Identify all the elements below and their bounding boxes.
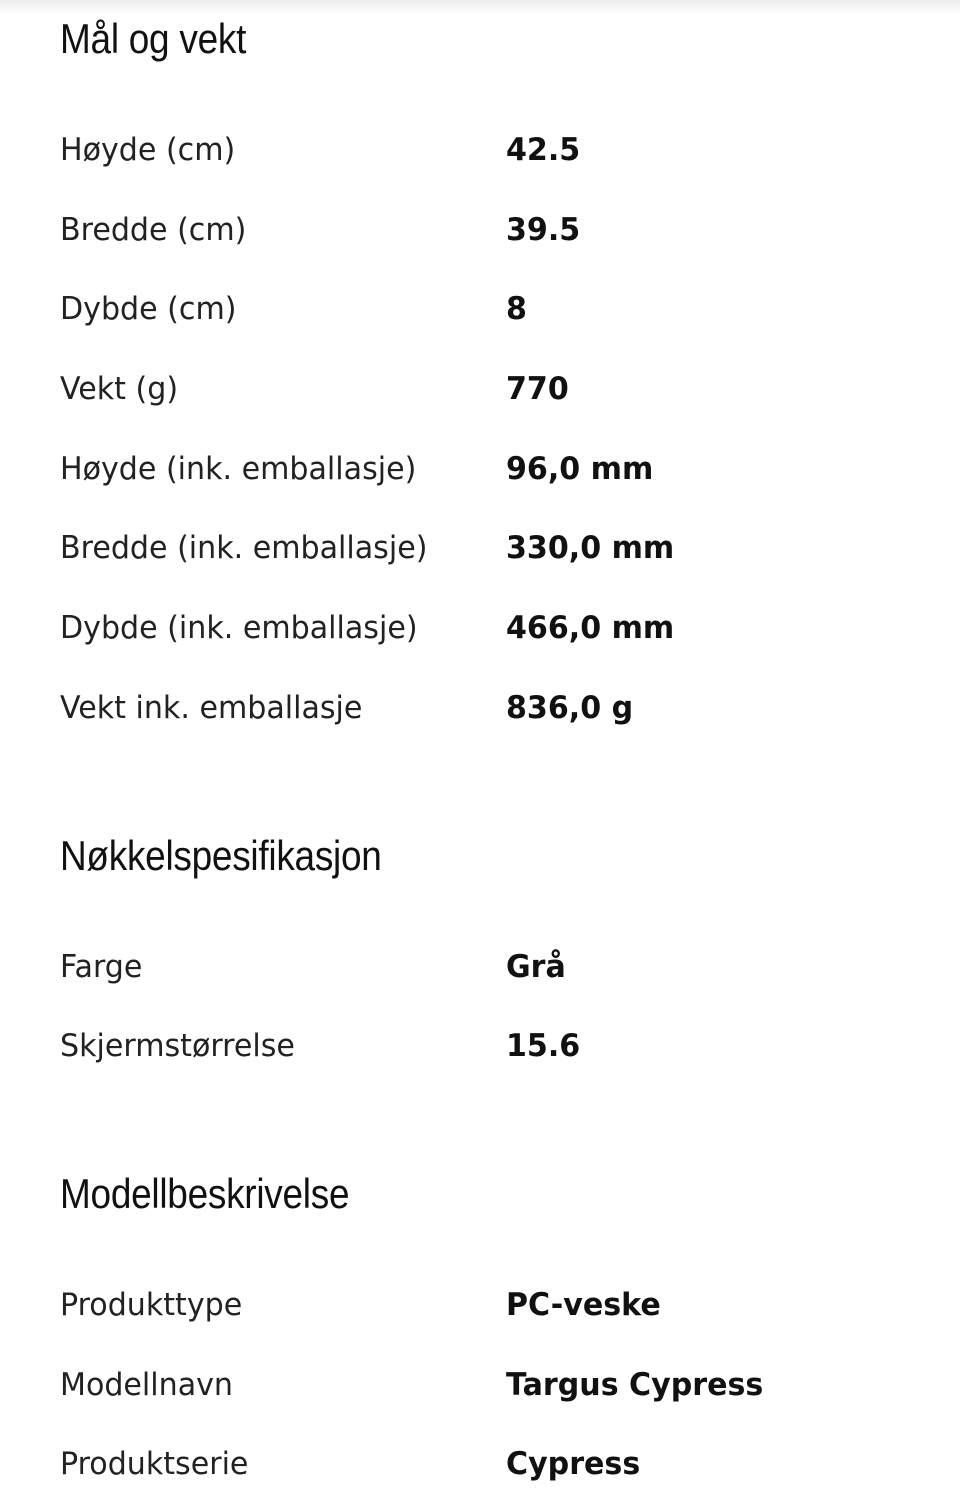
spec-value: 330,0 mm — [506, 530, 675, 566]
spec-label: Farge — [60, 949, 143, 985]
spec-row — [0, 603, 960, 653]
spec-value: 836,0 g — [506, 690, 634, 726]
spec-value: 42.5 — [506, 132, 581, 168]
spec-row — [0, 1360, 960, 1410]
spec-row — [0, 683, 960, 733]
spec-row — [0, 942, 960, 992]
top-shadow — [0, 0, 960, 14]
spec-row — [0, 125, 960, 175]
spec-row — [0, 284, 960, 334]
spec-label: Produkttype — [60, 1287, 243, 1323]
spec-row — [0, 1439, 960, 1489]
spec-label: Bredde (cm) — [60, 212, 247, 248]
spec-label: Bredde (ink. emballasje) — [60, 530, 428, 566]
spec-label: Vekt (g) — [60, 371, 179, 407]
spec-label: Høyde (cm) — [60, 132, 236, 168]
spec-value: 39.5 — [506, 212, 581, 248]
spec-row — [0, 444, 960, 494]
spec-value: 96,0 mm — [506, 451, 654, 487]
spec-label: Dybde (ink. emballasje) — [60, 610, 418, 646]
spec-value: 770 — [506, 371, 569, 407]
spec-value: 8 — [506, 291, 527, 327]
section-title: Nøkkelspesifikasjon — [60, 832, 382, 879]
spec-row — [0, 523, 960, 573]
spec-row — [0, 205, 960, 255]
spec-row — [0, 364, 960, 414]
spec-label: Høyde (ink. emballasje) — [60, 451, 417, 487]
spec-value: 466,0 mm — [506, 610, 675, 646]
spec-label: Skjermstørrelse — [60, 1028, 295, 1064]
spec-row — [0, 1280, 960, 1330]
spec-value: Grå — [506, 949, 566, 985]
section-title: Modellbeskrivelse — [60, 1170, 350, 1217]
section-title: Mål og vekt — [60, 15, 247, 62]
spec-row — [0, 1021, 960, 1071]
spec-value: Cypress — [506, 1446, 641, 1482]
spec-value: Targus Cypress — [506, 1367, 764, 1403]
spec-label: Produktserie — [60, 1446, 249, 1482]
spec-label: Vekt ink. emballasje — [60, 690, 363, 726]
spec-value: 15.6 — [506, 1028, 581, 1064]
spec-value: PC-veske — [506, 1287, 661, 1323]
spec-label: Dybde (cm) — [60, 291, 237, 327]
spec-label: Modellnavn — [60, 1367, 233, 1403]
